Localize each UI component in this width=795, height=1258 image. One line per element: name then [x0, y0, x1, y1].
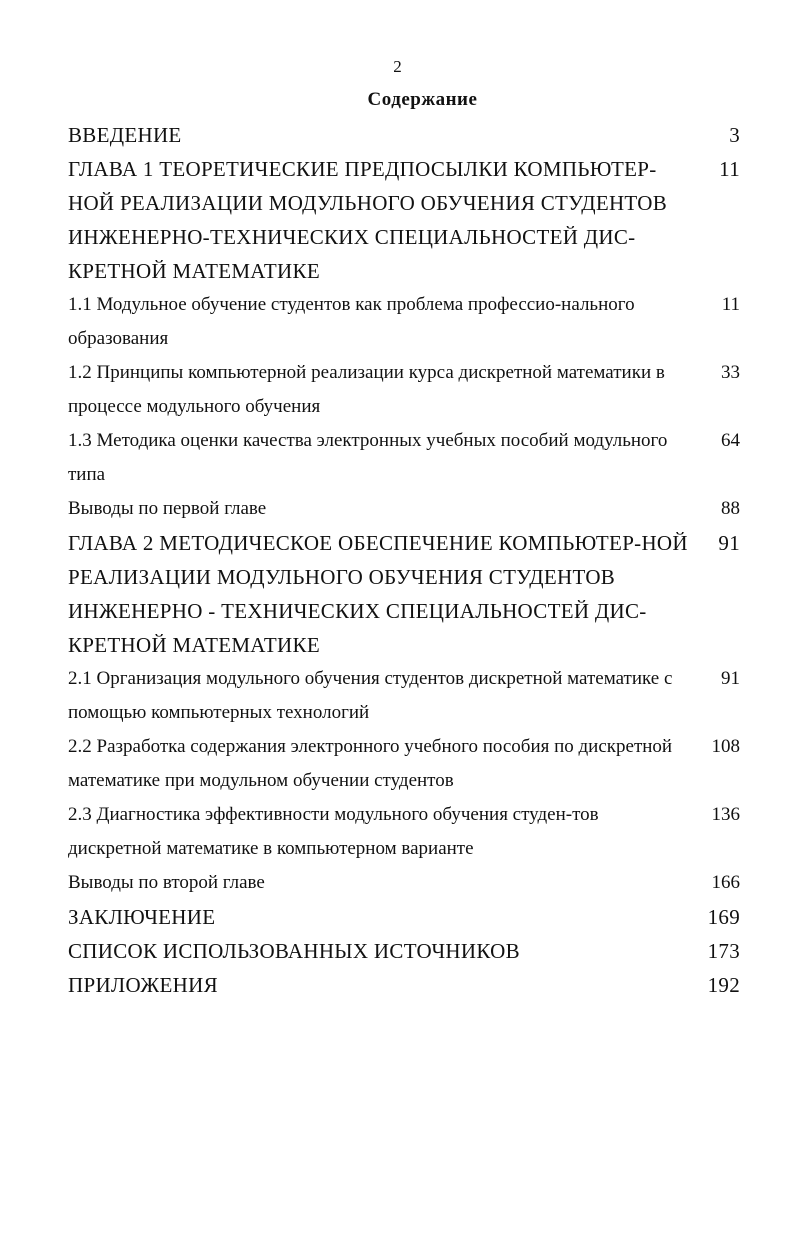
toc-entry-title: 2.2 Разработка содержания электронного учебного пособия по дискретной математике при модульном обучении студентов: [68, 736, 673, 791]
toc-entry-title: 2.1 Организация модульного обучения студентов дискретной математике с помощью компьютерных технологий: [68, 668, 673, 723]
page-number: 2: [393, 57, 402, 76]
toc-entry-page: 173: [707, 939, 740, 963]
toc-entry-title: ЗАКЛЮЧЕНИЕ: [68, 905, 216, 929]
toc-entry-page: 91: [718, 531, 740, 555]
toc-entry-references[interactable]: [68, 934, 748, 968]
toc-entry-title: Выводы по второй главе: [68, 872, 265, 893]
toc-entry-conclusion[interactable]: [68, 900, 748, 934]
toc-entry-chapter-1[interactable]: [68, 152, 748, 288]
toc-entry-conclusions-chapter-2[interactable]: [68, 866, 748, 900]
toc-entry-page: 11: [721, 294, 740, 315]
toc-entry-title: 1.3 Методика оценки качества электронных учебных пособий модульного типа: [68, 430, 668, 485]
toc-entry-page: 136: [711, 804, 740, 825]
toc-entry-page: 192: [707, 973, 740, 997]
toc-entry-page: 64: [721, 430, 740, 451]
toc-entry-page: 33: [721, 362, 740, 383]
toc-entry-section-2-1[interactable]: [68, 662, 748, 730]
toc-entry-section-2-3[interactable]: [68, 798, 748, 866]
toc-entry-section-1-1[interactable]: [68, 288, 748, 356]
toc-entry-page: 3: [729, 123, 740, 147]
page-title: Содержание: [367, 89, 478, 110]
toc-entry-page: 91: [721, 668, 740, 689]
toc-entry-introduction[interactable]: [68, 118, 748, 152]
toc-entry-section-1-2[interactable]: [68, 356, 748, 424]
toc-entry-page: 88: [721, 498, 740, 519]
toc-entry-title: ПРИЛОЖЕНИЯ: [68, 973, 218, 997]
toc-entry-page: 169: [707, 905, 740, 929]
toc-entry-title: 2.3 Диагностика эффективности модульного обучения студен-тов дискретной математике в компьютерном варианте: [68, 804, 599, 859]
toc-entry-title: 1.2 Принципы компьютерной реализации курса дискретной математики в процессе модульного обучения: [68, 362, 665, 417]
toc-entry-title: ГЛАВА 2 МЕТОДИЧЕСКОЕ ОБЕСПЕЧЕНИЕ КОМПЬЮТЕР-НОЙ РЕАЛИЗАЦИИ МОДУЛЬНОГО ОБУЧЕНИЯ СТУДЕНТОВ ИНЖЕНЕРНО - ТЕХНИЧЕСКИХ СПЕЦИАЛЬНОСТЕЙ ДИС-КРЕТНОЙ МАТЕМАТИКЕ: [68, 531, 688, 657]
toc-entry-title: ГЛАВА 1 ТЕОРЕТИЧЕСКИЕ ПРЕДПОСЫЛКИ КОМПЬЮТЕР-НОЙ РЕАЛИЗАЦИИ МОДУЛЬНОГО ОБУЧЕНИЯ СТУДЕНТОВ ИНЖЕНЕРНО-ТЕХНИЧЕСКИХ СПЕЦИАЛЬНОСТЕЙ ДИС-КРЕТНОЙ МАТЕМАТИКЕ: [68, 157, 668, 283]
toc-entry-page: 11: [719, 157, 740, 181]
toc-entry-section-2-2[interactable]: [68, 730, 748, 798]
toc-entry-appendices[interactable]: [68, 968, 748, 1002]
toc-entry-page: 166: [711, 872, 740, 893]
toc-entry-title: Выводы по первой главе: [68, 498, 267, 519]
toc-entry-title: СПИСОК ИСПОЛЬЗОВАННЫХ ИСТОЧНИКОВ: [68, 939, 520, 963]
toc-entry-title: ВВЕДЕНИЕ: [68, 123, 182, 147]
table-of-contents: [68, 118, 748, 1002]
toc-entry-section-1-3[interactable]: [68, 424, 748, 492]
toc-entry-page: 108: [711, 736, 740, 757]
toc-entry-chapter-2[interactable]: [68, 526, 748, 662]
toc-entry-title: 1.1 Модульное обучение студентов как проблема профессио-нального образования: [68, 294, 635, 349]
toc-entry-conclusions-chapter-1[interactable]: [68, 492, 748, 526]
